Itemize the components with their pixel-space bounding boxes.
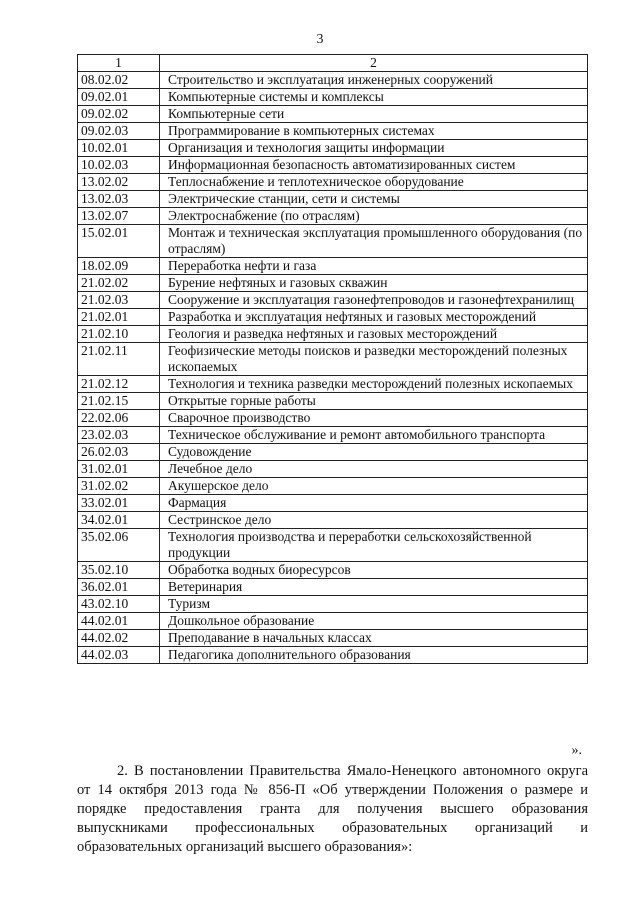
- table-row: [78, 562, 588, 579]
- specialty-code: 09.02.01: [78, 89, 160, 106]
- specialty-name: Строительство и эксплуатация инженерных сооружений: [160, 72, 588, 89]
- page-number: 3: [316, 32, 324, 47]
- specialty-code: 13.02.07: [78, 208, 160, 225]
- specialty-name: Разработка и эксплуатация нефтяных и газовых месторождений: [160, 309, 588, 326]
- table-row: [78, 292, 588, 309]
- column-header-code: 1: [78, 55, 160, 72]
- specialty-name: Туризм: [160, 596, 588, 613]
- specialty-code: 44.02.01: [78, 613, 160, 630]
- table-row: [78, 376, 588, 393]
- table-row: [78, 174, 588, 191]
- specialty-name: Информационная безопасность автоматизированных систем: [160, 157, 588, 174]
- table-row: [78, 630, 588, 647]
- table-row: [78, 140, 588, 157]
- specialty-name: Дошкольное образование: [160, 613, 588, 630]
- specialty-code: 10.02.03: [78, 157, 160, 174]
- table-row: [78, 123, 588, 140]
- table-row: [78, 309, 588, 326]
- table-row: [78, 410, 588, 427]
- specialty-code: 13.02.02: [78, 174, 160, 191]
- specialty-code: 15.02.01: [78, 225, 160, 258]
- table-row: [78, 258, 588, 275]
- specialty-code: 44.02.02: [78, 630, 160, 647]
- specialty-code: 35.02.06: [78, 529, 160, 562]
- specialty-name: Организация и технология защиты информации: [160, 140, 588, 157]
- specialty-code: 33.02.01: [78, 495, 160, 512]
- specialty-name: Открытые горные работы: [160, 393, 588, 410]
- specialty-name: Технология и техника разведки месторождений полезных ископаемых: [160, 376, 588, 393]
- table-header-row: [78, 55, 588, 72]
- table-row: [78, 478, 588, 495]
- table-row: [78, 343, 588, 376]
- specialty-code: 34.02.01: [78, 512, 160, 529]
- amendment-paragraph: 2. В постановлении Правительства Ямало-Ненецкого автономного округа от 14 октября 2013 года № 856-П «Об утверждении Положения о размере и порядке предоставления гранта для получения высшего образования выпускниками профессиональных образовательных организаций и образовательных организаций высшего образования»:: [77, 763, 588, 855]
- table-row: [78, 208, 588, 225]
- specialty-code: 21.02.15: [78, 393, 160, 410]
- specialty-code: 21.02.01: [78, 309, 160, 326]
- table-row: [78, 326, 588, 343]
- table-row: [78, 157, 588, 174]
- table-row: [78, 225, 588, 258]
- table-row: [78, 427, 588, 444]
- column-header-name: 2: [160, 55, 588, 72]
- specialty-code: 26.02.03: [78, 444, 160, 461]
- specialty-code: 21.02.12: [78, 376, 160, 393]
- specialty-name: Компьютерные системы и комплексы: [160, 89, 588, 106]
- table-row: [78, 461, 588, 478]
- table-row: [78, 512, 588, 529]
- closing-quote: ».: [571, 743, 582, 758]
- specialty-name: Бурение нефтяных и газовых скважин: [160, 275, 588, 292]
- specialty-code: 36.02.01: [78, 579, 160, 596]
- specialty-code: 09.02.02: [78, 106, 160, 123]
- table-row: [78, 106, 588, 123]
- specialty-code: 21.02.10: [78, 326, 160, 343]
- specialty-name: Компьютерные сети: [160, 106, 588, 123]
- specialty-name: Переработка нефти и газа: [160, 258, 588, 275]
- table-row: [78, 613, 588, 630]
- table-row: [78, 191, 588, 208]
- specialty-code: 08.02.02: [78, 72, 160, 89]
- table-row: [78, 275, 588, 292]
- specialty-name: Техническое обслуживание и ремонт автомобильного транспорта: [160, 427, 588, 444]
- specialty-name: Преподавание в начальных классах: [160, 630, 588, 647]
- specialty-code: 35.02.10: [78, 562, 160, 579]
- specialty-name: Фармация: [160, 495, 588, 512]
- specialty-code: 18.02.09: [78, 258, 160, 275]
- specialty-name: Геофизические методы поисков и разведки месторождений полезных ископаемых: [160, 343, 588, 376]
- specialty-code: 21.02.02: [78, 275, 160, 292]
- specialty-code: 43.02.10: [78, 596, 160, 613]
- specialty-name: Монтаж и техническая эксплуатация промышленного оборудования (по отраслям): [160, 225, 588, 258]
- specialty-code: 31.02.02: [78, 478, 160, 495]
- specialty-code: 21.02.11: [78, 343, 160, 376]
- specialty-code: 31.02.01: [78, 461, 160, 478]
- specialty-name: Сестринское дело: [160, 512, 588, 529]
- table-row: [78, 72, 588, 89]
- specialty-code: 44.02.03: [78, 647, 160, 664]
- specialty-name: Акушерское дело: [160, 478, 588, 495]
- specialty-name: Электрические станции, сети и системы: [160, 191, 588, 208]
- specialty-name: Лечебное дело: [160, 461, 588, 478]
- table-body: [78, 72, 588, 664]
- table-row: [78, 647, 588, 664]
- specialty-name: Технология производства и переработки сельскохозяйственной продукции: [160, 529, 588, 562]
- specialty-name: Сооружение и эксплуатация газонефтепроводов и газонефтехранилищ: [160, 292, 588, 309]
- specialty-name: Педагогика дополнительного образования: [160, 647, 588, 664]
- specialty-code: 23.02.03: [78, 427, 160, 444]
- specialty-code: 22.02.06: [78, 410, 160, 427]
- table-row: [78, 579, 588, 596]
- table-row: [78, 529, 588, 562]
- table-row: [78, 89, 588, 106]
- table-row: [78, 596, 588, 613]
- table-row: [78, 393, 588, 410]
- specialty-code: 09.02.03: [78, 123, 160, 140]
- specialty-code: 10.02.01: [78, 140, 160, 157]
- specialty-name: Судовождение: [160, 444, 588, 461]
- specialty-name: Геология и разведка нефтяных и газовых месторождений: [160, 326, 588, 343]
- specialty-name: Электроснабжение (по отраслям): [160, 208, 588, 225]
- table-row: [78, 444, 588, 461]
- table-row: [78, 495, 588, 512]
- specialty-code: 13.02.03: [78, 191, 160, 208]
- specialty-name: Ветеринария: [160, 579, 588, 596]
- specialty-name: Теплоснабжение и теплотехническое оборудование: [160, 174, 588, 191]
- specialties-table: [77, 54, 588, 664]
- specialty-name: Обработка водных биоресурсов: [160, 562, 588, 579]
- specialty-code: 21.02.03: [78, 292, 160, 309]
- specialty-name: Программирование в компьютерных системах: [160, 123, 588, 140]
- specialty-name: Сварочное производство: [160, 410, 588, 427]
